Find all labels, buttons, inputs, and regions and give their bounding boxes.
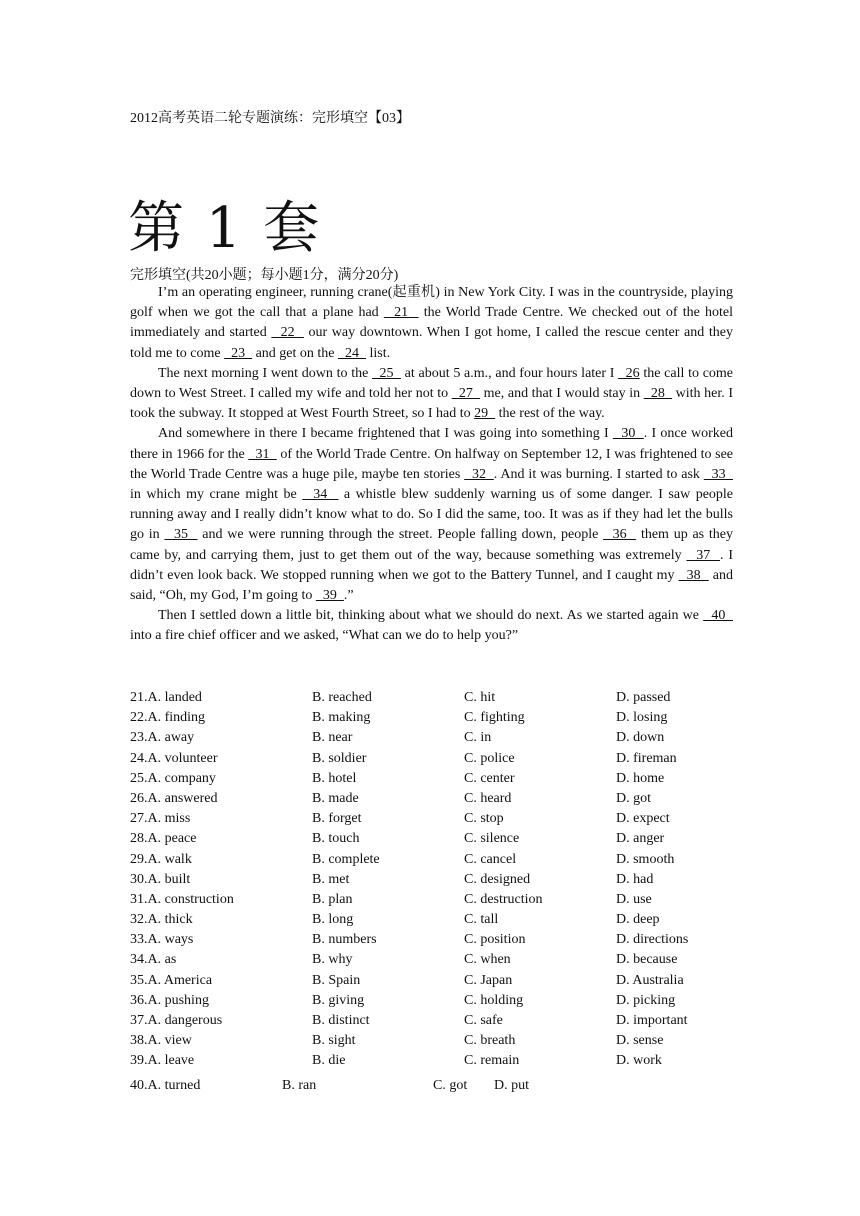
set-title: 第 1 套 — [128, 196, 322, 261]
option-choice: C. in — [464, 730, 492, 746]
option-choice: B. giving — [312, 992, 365, 1008]
passage-text: me, and that I would stay in — [480, 386, 644, 402]
option-row — [130, 870, 730, 890]
option-choice: B. touch — [312, 831, 360, 847]
option-choice: C. designed — [464, 871, 531, 887]
passage-text: the World Trade Centre. We checked out of the hotel immediately and started — [130, 305, 733, 341]
option-choice: B. long — [312, 912, 354, 928]
option-choice: D. passed — [616, 690, 671, 705]
option-row — [130, 971, 730, 991]
option-choice: 27.A. miss — [130, 811, 191, 827]
option-choice: 24.A. volunteer — [130, 750, 218, 766]
option-row — [130, 910, 730, 930]
option-choice: B. met — [312, 871, 350, 887]
option-row — [130, 749, 730, 769]
blank-number: 40 — [703, 608, 734, 624]
option-choice: D. important — [616, 1013, 688, 1028]
option-choice: B. plan — [312, 891, 353, 907]
blank-number: 23 — [224, 345, 253, 361]
option-choice: C. heard — [464, 790, 512, 806]
option-row — [130, 809, 730, 829]
option-choice: 29.A. walk — [130, 851, 192, 867]
option-choice: C. center — [464, 770, 515, 786]
option-choice: C. breath — [464, 1033, 516, 1049]
option-choice: D. expect — [616, 811, 670, 827]
option-choice: C. position — [464, 932, 526, 948]
blank-number: 36 — [603, 527, 637, 543]
option-row — [130, 728, 730, 748]
option-choice: 35.A. America — [130, 972, 213, 988]
option-choice: C. holding — [464, 992, 524, 1008]
blank-number: 30 — [612, 426, 644, 442]
option-40-d: D. put — [494, 1078, 529, 1093]
document-header: 2012高考英语二轮专题演练：完形填空【03】 — [130, 111, 410, 126]
option-choice: 32.A. thick — [130, 912, 193, 928]
option-choice: 31.A. construction — [130, 891, 234, 907]
option-choice: C. silence — [464, 831, 520, 847]
option-choice: D. home — [616, 770, 665, 786]
blank-number: 27 — [451, 386, 481, 402]
option-choice: C. when — [464, 952, 511, 968]
passage-text: .” — [343, 588, 354, 604]
option-choice: C. hit — [464, 690, 496, 705]
option-choice: C. stop — [464, 811, 504, 827]
passage-text: . I didn’t even look back. We stopped running when we got to the Battery Tunnel, and I caught my — [130, 547, 734, 583]
option-choice: 28.A. peace — [130, 831, 197, 847]
option-choice: D. because — [616, 952, 678, 968]
option-choice: B. hotel — [312, 770, 357, 786]
passage-text: The next morning I went down to the — [158, 365, 373, 381]
blank-number: 26 — [618, 365, 640, 381]
passage-text: at about 5 a.m., and four hours later I — [400, 365, 619, 381]
blank-number: 28 — [643, 386, 673, 402]
option-choice: 36.A. pushing — [130, 992, 209, 1008]
passage-text: a whistle blew suddenly warning us of some danger. I saw people running away and I really didn’t know what to do. So I did the same, too. It was as if they had let the bulls go in — [130, 487, 734, 543]
option-40-b: B. ran — [282, 1078, 317, 1093]
option-row — [130, 789, 730, 809]
passage-text: with her. I took the subway. It stopped at West Fourth Street, so I had to — [130, 386, 734, 422]
option-choice: B. near — [312, 730, 353, 746]
blank-number: 24 — [338, 345, 367, 361]
option-choice: C. cancel — [464, 851, 517, 867]
option-choice: B. making — [312, 710, 371, 726]
option-row — [130, 890, 730, 910]
option-row — [130, 829, 730, 849]
option-row — [130, 1031, 730, 1051]
option-choice: D. picking — [616, 992, 676, 1008]
blank-number: 31 — [248, 446, 277, 462]
passage-text: of the World Trade Centre. On halfway on September 12, I was frightened to see the World Trade Centre was a huge pile, maybe ten stories — [130, 446, 734, 482]
option-choice: 38.A. view — [130, 1033, 192, 1049]
option-row — [130, 850, 730, 870]
option-choice: D. anger — [616, 831, 665, 847]
option-choice: D. smooth — [616, 851, 675, 867]
option-choice: B. reached — [312, 690, 372, 705]
passage-paragraph — [130, 364, 733, 425]
passage-text: our way downtown. When I got home, I called the rescue center and they told me to come — [130, 325, 733, 361]
passage-text: And somewhere in there I became frightened that I was going into something I — [158, 426, 613, 442]
blank-number: 32 — [464, 466, 494, 482]
option-choice: 34.A. as — [130, 952, 177, 968]
passage-text: . And it was burning. I started to ask — [493, 466, 704, 482]
option-choice: 23.A. away — [130, 730, 195, 746]
option-row — [130, 1011, 730, 1031]
option-choice: B. die — [312, 1053, 346, 1069]
option-choice: D. Australia — [616, 972, 684, 988]
option-choice: B. sight — [312, 1033, 356, 1049]
passage-text: and we were running through the street. People falling down, people — [197, 527, 604, 543]
option-choice: D. got — [616, 790, 651, 806]
option-choice: D. had — [616, 871, 654, 887]
option-row — [130, 991, 730, 1011]
option-choice: D. deep — [616, 912, 660, 928]
option-choice: B. why — [312, 952, 353, 968]
passage-text: in which my crane might be — [130, 487, 303, 503]
option-choice: D. directions — [616, 932, 689, 948]
option-40-a: 40.A. turned — [130, 1078, 201, 1093]
blank-number: 21 — [383, 305, 419, 321]
option-row — [130, 1051, 730, 1071]
blank-number: 39 — [315, 588, 344, 604]
option-choice: D. down — [616, 730, 665, 746]
option-choice: D. use — [616, 891, 652, 907]
blank-number: 29 — [474, 406, 496, 422]
passage-text: I’m an operating engineer, running crane(起重机) in New York City. I was in the countryside, playing golf when we got the call that a plane had — [130, 285, 733, 321]
option-row-40 — [130, 1076, 730, 1096]
option-choice: 21.A. landed — [130, 690, 202, 705]
option-choice: B. Spain — [312, 972, 361, 988]
option-choice: B. soldier — [312, 750, 367, 766]
option-choice: B. distinct — [312, 1013, 370, 1028]
option-choice: C. police — [464, 750, 515, 766]
option-choice: C. remain — [464, 1053, 520, 1069]
option-choice: 37.A. dangerous — [130, 1013, 223, 1028]
passage-paragraph — [130, 283, 733, 364]
blank-number: 38 — [678, 567, 709, 583]
answer-options — [130, 688, 730, 1072]
blank-number: 37 — [686, 547, 720, 563]
passage-text: and said, “Oh, my God, I’m going to — [130, 567, 734, 604]
option-choice: D. work — [616, 1053, 662, 1069]
option-40-c: C. got — [433, 1078, 468, 1093]
option-row — [130, 769, 730, 789]
option-choice: B. made — [312, 790, 359, 806]
option-choice: C. fighting — [464, 710, 525, 726]
option-row — [130, 930, 730, 950]
passage-paragraph — [130, 606, 733, 646]
option-choice: 39.A. leave — [130, 1053, 195, 1069]
option-choice: C. tall — [464, 912, 499, 928]
option-choice: C. safe — [464, 1013, 503, 1028]
blank-number: 25 — [372, 365, 401, 381]
passage-paragraph — [130, 424, 733, 606]
blank-number: 33 — [703, 466, 734, 482]
option-choice: 22.A. finding — [130, 710, 206, 726]
option-choice: B. numbers — [312, 932, 377, 948]
passage-text: the rest of the way. — [495, 406, 605, 422]
option-choice: B. forget — [312, 811, 362, 827]
blank-number: 35 — [164, 527, 198, 543]
passage-text: and get on the — [252, 345, 339, 361]
option-choice: C. destruction — [464, 891, 543, 907]
option-choice: 30.A. built — [130, 871, 191, 887]
option-choice: 33.A. ways — [130, 932, 194, 948]
passage-text: list. — [366, 345, 391, 361]
option-row — [130, 688, 730, 708]
blank-number: 34 — [302, 487, 339, 503]
option-row — [130, 950, 730, 970]
passage-text: into a fire chief officer and we asked, “What can we do to help you?” — [130, 628, 519, 644]
option-choice: D. sense — [616, 1033, 664, 1049]
option-row — [130, 708, 730, 728]
blank-number: 22 — [271, 325, 304, 341]
option-choice: 25.A. company — [130, 770, 216, 786]
option-choice: D. losing — [616, 710, 668, 726]
option-choice: D. fireman — [616, 750, 677, 766]
passage-text: the call to come down to West Street. I called my wife and told her not to — [130, 365, 734, 402]
passage-text: . I once worked there in 1966 for the — [130, 426, 734, 462]
option-choice: C. Japan — [464, 972, 513, 988]
section-heading: 完形填空(共20小题；每小题1分，满分20分) — [130, 268, 399, 283]
option-choice: B. complete — [312, 851, 380, 867]
option-choice: 26.A. answered — [130, 790, 218, 806]
passage-text: them up as they came by, and carrying them, just to get them out of the way, because something was extremely — [130, 527, 734, 563]
cloze-passage — [130, 283, 733, 647]
passage-text: Then I settled down a little bit, thinking about what we should do next. As we started again we — [158, 608, 704, 624]
